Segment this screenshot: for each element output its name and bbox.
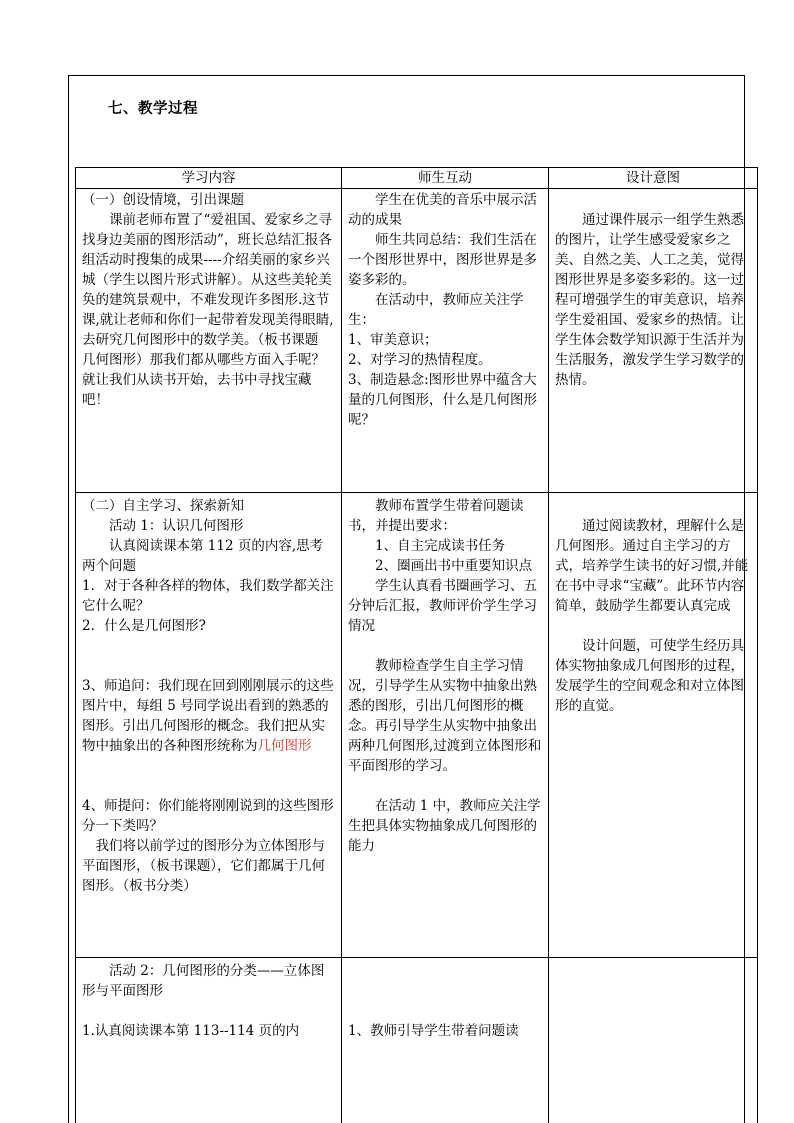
col-divider-2	[548, 167, 549, 1123]
row2-intent-paragraph: 通过阅读教材，理解什么是几何图形。通过自主学习的方式，培养学生读书的好习惯,并能在书中寻求“宝藏”。此环节内容简单，鼓励学生都要认真完成	[555, 518, 749, 614]
row2-content-line: 2．什么是几何图形?	[82, 618, 206, 634]
header-design-intent: 设计意图	[626, 170, 680, 186]
col-divider-1	[341, 167, 342, 1123]
row2-interaction-line: 在活动 1 中，教师应关注学生把具体实物抽象成几何图形的能力	[348, 798, 541, 854]
row2-content-line: 1．对于各种各样的物体，我们数学都关注它什么呢？	[82, 578, 334, 614]
row2-interaction-cell	[348, 496, 544, 856]
row1-content-heading: （一）创设情境，引出课题	[82, 192, 244, 208]
row2-content-line	[82, 676, 336, 756]
section-title: 七、教学过程	[108, 100, 198, 117]
row3-content-line: 1.认真阅读课本第 113--114 页的内	[82, 1023, 300, 1039]
row2-interaction-line: 教师布置学生带着问题读书，并提出要求：	[348, 498, 524, 534]
row2-content-line: 我们将以前学过的图形分为立体图形与平面图形，（板书课题），它们都属于几何图形。（板书分类）	[82, 838, 325, 894]
row1-interaction-line: 1、审美意识；	[348, 332, 438, 348]
geometric-figure-term: 几何图形	[257, 738, 312, 754]
row2-interaction-line: 1、自主完成读书任务	[375, 538, 506, 554]
row3-content-line: 活动 2：几何图形的分类——立体图形与平面图形	[82, 963, 325, 999]
row2-content-line: （二）自主学习、探索新知	[82, 498, 244, 514]
row1-interaction-line: 在活动中，教师应关注学生：	[348, 292, 524, 328]
table-right-border	[757, 167, 758, 1123]
header-teacher-student-interaction: 师生互动	[418, 170, 472, 186]
row1-intent-paragraph: 通过课件展示一组学生熟悉的图片，让学生感受爱家乡之美、自然之美、人工之美，觉得图形世界是多姿多彩的。这一过程可增强学生的审美意识，培养学生爱祖国、爱家乡的热情。让学生体会数学知识源于生活并为生活服务，激发学生学习数学的热情。	[555, 212, 744, 388]
row2-interaction-line: 教师检查学生自主学习情况，引导学生从实物中抽象出熟悉的图形，引出几何图形的概念。再引导学生从实物中抽象出两种几何图形,过渡到立体图形和平面图形的学习。	[348, 658, 542, 774]
row2-intent-paragraph: 设计问题，可使学生经历具体实物抽象成几何图形的过程，发展学生的空间观念和对立体图形的直觉。	[555, 638, 744, 714]
row2-content-text: 3、师追问：我们现在回到刚刚展示的这些图片中，每组 5 号同学说出看到的熟悉的图形。引出几何图形的概念。我们把从实物中抽象出的各种图形统称为	[82, 678, 334, 754]
row2-interaction-line: 2、圈画出书中重要知识点	[375, 558, 533, 574]
row2-content-cell	[82, 496, 336, 896]
row2-bottom-border	[75, 957, 758, 958]
row1-content-paragraph: 课前老师布置了“爱祖国、爱家乡之寻找身边美丽的图形活动”，班长总结汇报各组活动时搜集的成果----介绍美丽的家乡兴城（学生以图片形式讲解）。从这些美轮美奂的建筑景观中，不难发现许多图形.这节课,就让老师和你们一起带着发现美得眼睛,去研究几何图形中的数学美。（板书课题 几何图形）那我们都从哪些方面入手呢？就让我们从读书开始，去书中寻找宝藏吧！	[82, 212, 334, 408]
row1-interaction-cell	[348, 190, 544, 430]
row1-bottom-border	[75, 492, 758, 493]
table-left-border	[75, 167, 76, 1123]
row3-interaction-cell	[348, 1021, 544, 1041]
row1-intent-cell	[555, 210, 751, 390]
row2-intent-cell	[555, 516, 751, 716]
row1-interaction-line: 师生共同总结：我们生活在一个图形世界中，图形世界是多姿多彩的。	[348, 232, 537, 288]
header-bottom-border	[75, 188, 758, 189]
row1-interaction-line: 学生在优美的音乐中展示活动的成果	[348, 192, 537, 228]
row3-content-cell	[82, 961, 336, 1041]
row1-interaction-line: 3、制造悬念:图形世界中蕴含大量的几何图形，什么是几何图形呢？	[348, 372, 537, 428]
row3-interaction-line: 1、教师引导学生带着问题读	[348, 1023, 519, 1039]
header-learning-content: 学习内容	[181, 170, 236, 186]
row1-content-cell	[82, 190, 336, 410]
row1-interaction-line: 2、对学习的热情程度。	[348, 352, 492, 368]
row2-interaction-line: 学生认真看书圈画学习、五分钟后汇报，教师评价学生学习情况	[348, 578, 537, 634]
row2-content-line: 4、师提问：你们能将刚刚说到的这些图形分一下类吗？	[82, 798, 334, 834]
row2-content-line: 活动 1：认识几何图形	[109, 518, 244, 534]
row2-content-line: 认真阅读课本第 112 页的内容,思考两个问题	[82, 538, 324, 574]
